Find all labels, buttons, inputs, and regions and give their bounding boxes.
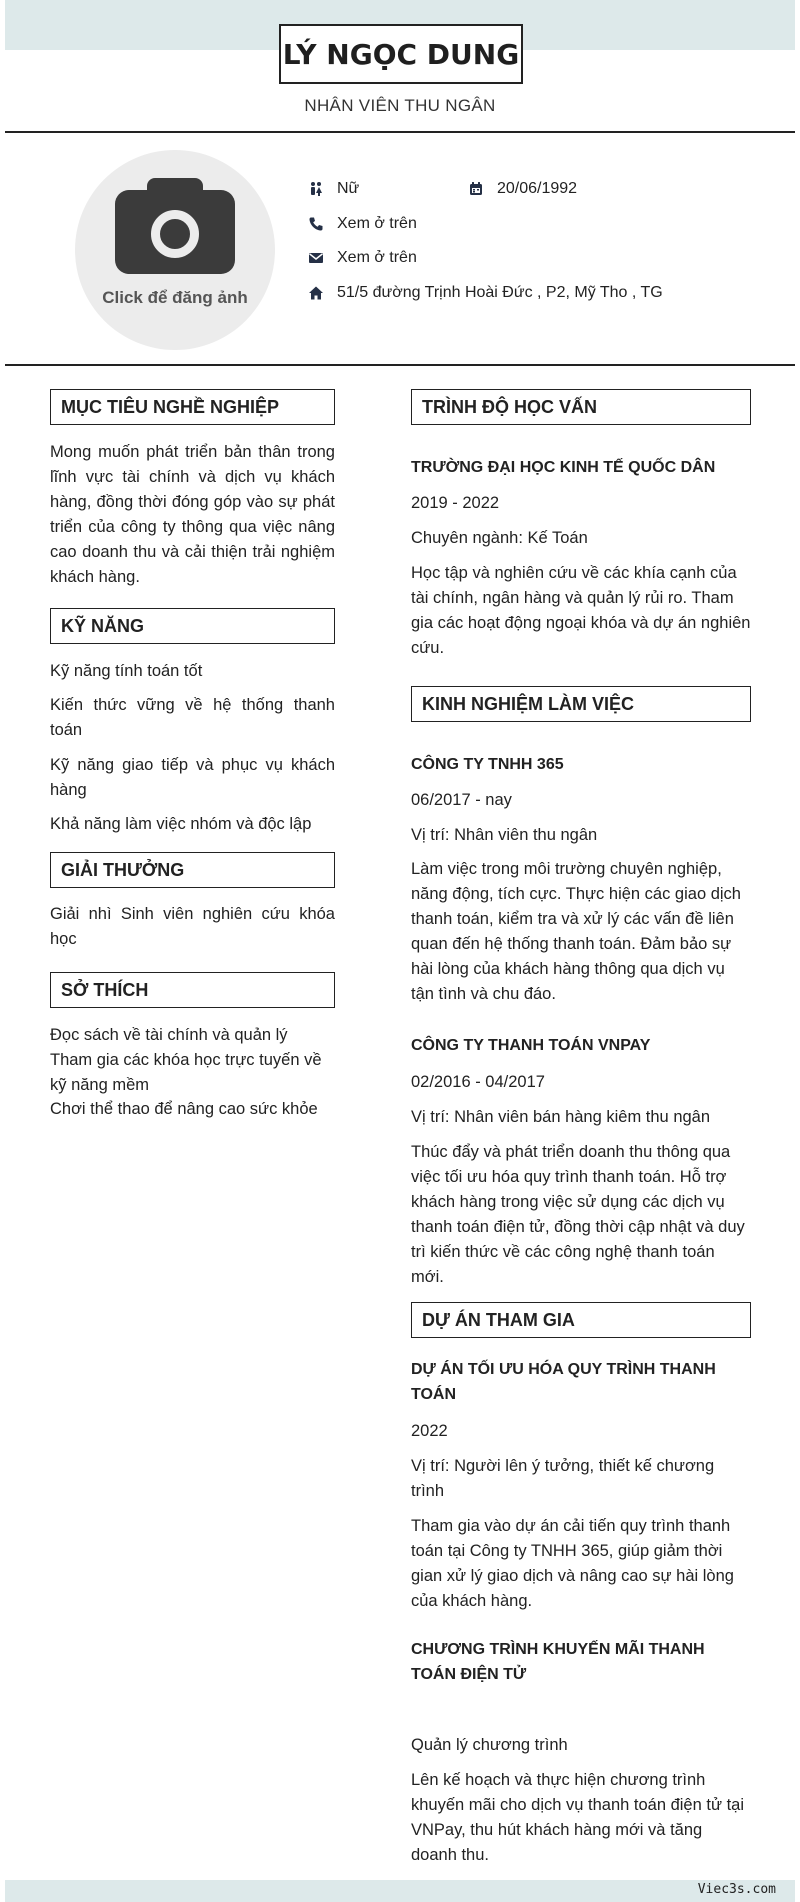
birthday-row <box>467 180 577 198</box>
job-period: 02/2016 - 04/2017 <box>411 1073 545 1091</box>
avatar-upload[interactable] <box>75 150 275 350</box>
school-name: TRƯỜNG ĐẠI HỌC KINH TẾ QUỐC DÂN <box>411 459 716 476</box>
project-description: Lên kế hoạch và thực hiện chương trình khuyến mãi cho dịch vụ thanh toán điện tử tại VNPay, thu hút khách hàng mới và tăng doanh thu. <box>411 1771 745 1864</box>
job-position: Vị trí: Nhân viên bán hàng kiêm thu ngân <box>411 1108 711 1126</box>
job-position: Vị trí: Nhân viên thu ngân <box>411 826 598 844</box>
project-role: Vị trí: Người lên ý tưởng, thiết kế chương trình <box>411 1457 715 1500</box>
project-description: Tham gia vào dự án cải tiến quy trình thanh toán tại Công ty TNHH 365, giúp giảm thời gian xử lý giao dịch và nâng cao sự hài lòng của khách hàng. <box>411 1517 734 1610</box>
divider-top <box>5 131 795 133</box>
bottom-band <box>5 1880 795 1902</box>
experience-heading: KINH NGHIỆM LÀM VIỆC <box>411 686 751 722</box>
phone-row <box>307 215 417 233</box>
gender-row <box>307 180 359 198</box>
email-value: Xem ở trên <box>337 249 417 266</box>
envelope-icon <box>307 249 325 267</box>
job-company: CÔNG TY THANH TOÁN VNPAY <box>411 1037 651 1054</box>
hobbies-heading: SỞ THÍCH <box>50 972 335 1008</box>
hobby-item: Đọc sách về tài chính và quản lý <box>50 1026 288 1044</box>
education-period: 2019 - 2022 <box>411 494 500 512</box>
birthday-value: 20/06/1992 <box>497 180 578 197</box>
phone-icon <box>307 215 325 233</box>
address-value: 51/5 đường Trịnh Hoài Đức , P2, Mỹ Tho , TG <box>337 284 663 301</box>
email-row <box>307 249 417 267</box>
project-role: Quản lý chương trình <box>411 1736 568 1754</box>
education-description: Học tập và nghiên cứu về các khía cạnh của tài chính, ngân hàng và quản lý rủi ro. Tham gia các hoạt động ngoại khóa và dự án nghiên cứu. <box>411 564 751 657</box>
job-period: 06/2017 - nay <box>411 791 512 809</box>
phone-value: Xem ở trên <box>337 215 417 232</box>
skill-item: Kỹ năng giao tiếp và phục vụ khách hàng <box>50 756 335 799</box>
address-row <box>307 284 663 302</box>
award-item: Giải nhì Sinh viên nghiên cứu khóa học <box>50 905 335 948</box>
gender-value: Nữ <box>337 180 360 197</box>
project-name: DỰ ÁN TỐI ƯU HÓA QUY TRÌNH THANH TOÁN <box>411 1361 716 1403</box>
camera-lens-icon <box>151 210 199 258</box>
home-icon <box>307 284 325 302</box>
candidate-name: LÝ NGỌC DUNG <box>279 24 523 84</box>
gender-icon <box>307 180 325 198</box>
project-name: CHƯƠNG TRÌNH KHUYẾN MÃI THANH TOÁN ĐIỆN TỬ <box>411 1641 705 1683</box>
objective-text: Mong muốn phát triển bản thân trong lĩnh vực tài chính và dịch vụ khách hàng, đồng thời đóng góp vào sự phát triển của công ty thông qua việc nâng cao doanh thu và cải thiện trải nghiệm khách hàng. <box>50 443 335 586</box>
projects-heading: DỰ ÁN THAM GIA <box>411 1302 751 1338</box>
skills-heading: KỸ NĂNG <box>50 608 335 644</box>
objective-heading: MỤC TIÊU NGHỀ NGHIỆP <box>50 389 335 425</box>
job-description: Làm việc trong môi trường chuyên nghiệp, năng động, tích cực. Thực hiện các giao dịch thanh toán, kiểm tra và xử lý các vấn đề liên quan đến hệ thống thanh toán. Đảm bảo sự hài lòng của khách hàng thông qua dịch vụ tận tình và chu đáo. <box>411 860 741 1003</box>
divider-middle <box>5 364 795 366</box>
job-title: NHÂN VIÊN THU NGÂN <box>304 96 496 115</box>
avatar-caption: Click để đăng ảnh <box>102 288 248 307</box>
hobby-item: Chơi thể thao để nâng cao sức khỏe <box>50 1100 318 1118</box>
education-heading: TRÌNH ĐỘ HỌC VẤN <box>411 389 751 425</box>
skill-item: Khả năng làm việc nhóm và độc lập <box>50 815 312 833</box>
skill-item: Kỹ năng tính toán tốt <box>50 662 203 680</box>
job-description: Thúc đẩy và phát triển doanh thu thông qua việc tối ưu hóa quy trình thanh toán. Hỗ trợ khách hàng trong việc sử dụng các dịch vụ thanh toán điện tử, đồng thời cập nhật và duy trì kiến thức về các công nghệ thanh toán mới. <box>411 1143 745 1286</box>
awards-heading: GIẢI THƯỞNG <box>50 852 335 888</box>
skill-item: Kiến thức vững về hệ thống thanh toán <box>50 696 335 739</box>
hobby-item: Tham gia các khóa học trực tuyến về kỹ năng mềm <box>50 1051 322 1094</box>
education-major: Chuyên ngành: Kế Toán <box>411 529 588 547</box>
calendar-icon <box>467 180 485 198</box>
project-year: 2022 <box>411 1422 448 1440</box>
job-company: CÔNG TY TNHH 365 <box>411 756 564 773</box>
watermark: Viec3s.com <box>697 1882 776 1897</box>
